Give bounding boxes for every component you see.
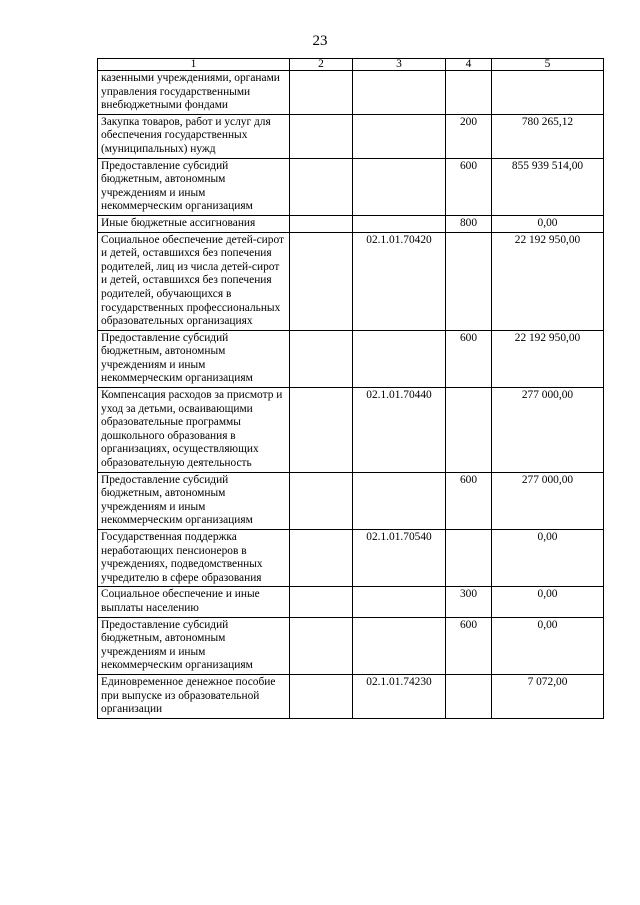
row-col2-cell xyxy=(290,674,353,718)
row-code-cell xyxy=(353,158,446,215)
table-row xyxy=(98,232,604,330)
row-col2-cell xyxy=(290,71,353,115)
row-col2-cell xyxy=(290,530,353,587)
page-number: 23 xyxy=(312,33,328,49)
row-code-cell xyxy=(353,71,446,115)
row-col2-cell xyxy=(290,215,353,232)
row-name-cell: Предоставление субсидий бюджетным, автономным учреждениям и иным некоммерческим организациям xyxy=(98,617,290,674)
table-row xyxy=(98,617,604,674)
row-code-cell xyxy=(353,114,446,158)
table-row xyxy=(98,215,604,232)
row-type-cell: 600 xyxy=(446,472,492,529)
row-type-cell xyxy=(446,232,492,330)
table-row xyxy=(98,674,604,718)
row-col2-cell xyxy=(290,388,353,473)
row-col2-cell xyxy=(290,232,353,330)
row-type-cell xyxy=(446,674,492,718)
row-col2-cell xyxy=(290,587,353,617)
table-row xyxy=(98,71,604,115)
row-amount-cell: 855 939 514,00 xyxy=(492,158,604,215)
row-amount-cell: 277 000,00 xyxy=(492,388,604,473)
row-code-cell xyxy=(353,330,446,387)
row-name-cell: Компенсация расходов за присмотр и уход за детьми, осваивающими образовательные программы дошкольного образования в организациях, осуществляющих образовательную деятельность xyxy=(98,388,290,473)
row-type-cell: 600 xyxy=(446,158,492,215)
row-name-cell: Предоставление субсидий бюджетным, автономным учреждениям и иным некоммерческим организациям xyxy=(98,472,290,529)
column-header: 1 xyxy=(98,59,290,71)
budget-table xyxy=(97,58,604,719)
row-type-cell xyxy=(446,530,492,587)
row-code-cell xyxy=(353,215,446,232)
column-header: 4 xyxy=(446,59,492,71)
row-type-cell: 600 xyxy=(446,617,492,674)
row-type-cell xyxy=(446,388,492,473)
row-amount-cell xyxy=(492,71,604,115)
table-row xyxy=(98,114,604,158)
row-code-cell xyxy=(353,587,446,617)
row-name-cell: Предоставление субсидий бюджетным, автономным учреждениям и иным некоммерческим организациям xyxy=(98,330,290,387)
table-row xyxy=(98,530,604,587)
row-code-cell: 02.1.01.74230 xyxy=(353,674,446,718)
row-type-cell: 600 xyxy=(446,330,492,387)
table-row xyxy=(98,158,604,215)
row-code-cell: 02.1.01.70540 xyxy=(353,530,446,587)
column-header: 3 xyxy=(353,59,446,71)
row-amount-cell: 0,00 xyxy=(492,530,604,587)
table-row xyxy=(98,472,604,529)
row-amount-cell: 0,00 xyxy=(492,617,604,674)
column-header: 5 xyxy=(492,59,604,71)
column-header: 2 xyxy=(290,59,353,71)
row-name-cell: Единовременное денежное пособие при выпуске из образовательной организации xyxy=(98,674,290,718)
row-col2-cell xyxy=(290,330,353,387)
row-type-cell xyxy=(446,71,492,115)
row-amount-cell: 0,00 xyxy=(492,587,604,617)
row-col2-cell xyxy=(290,114,353,158)
row-type-cell: 200 xyxy=(446,114,492,158)
row-amount-cell: 780 265,12 xyxy=(492,114,604,158)
row-name-cell: казенными учреждениями, органами управления государственными внебюджетными фондами xyxy=(98,71,290,115)
table-row xyxy=(98,330,604,387)
row-code-cell: 02.1.01.70420 xyxy=(353,232,446,330)
table-row xyxy=(98,388,604,473)
row-amount-cell: 7 072,00 xyxy=(492,674,604,718)
row-col2-cell xyxy=(290,617,353,674)
row-name-cell: Социальное обеспечение детей-сирот и детей, оставшихся без попечения родителей, лиц из числа детей-сирот и детей, оставшихся без попечения родителей, обучающихся в государственных профессиональных образовательных организациях xyxy=(98,232,290,330)
table-header-row xyxy=(98,59,604,71)
row-type-cell: 300 xyxy=(446,587,492,617)
row-amount-cell: 277 000,00 xyxy=(492,472,604,529)
row-amount-cell: 0,00 xyxy=(492,215,604,232)
row-code-cell xyxy=(353,472,446,529)
row-col2-cell xyxy=(290,158,353,215)
row-name-cell: Иные бюджетные ассигнования xyxy=(98,215,290,232)
row-name-cell: Социальное обеспечение и иные выплаты населению xyxy=(98,587,290,617)
row-name-cell: Предоставление субсидий бюджетным, автономным учреждениям и иным некоммерческим организациям xyxy=(98,158,290,215)
row-name-cell: Закупка товаров, работ и услуг для обеспечения государственных (муниципальных) нужд xyxy=(98,114,290,158)
row-col2-cell xyxy=(290,472,353,529)
row-type-cell: 800 xyxy=(446,215,492,232)
row-code-cell: 02.1.01.70440 xyxy=(353,388,446,473)
row-code-cell xyxy=(353,617,446,674)
row-amount-cell: 22 192 950,00 xyxy=(492,330,604,387)
row-amount-cell: 22 192 950,00 xyxy=(492,232,604,330)
row-name-cell: Государственная поддержка неработающих пенсионеров в учреждениях, подведомственных учредителю в сфере образования xyxy=(98,530,290,587)
table-row xyxy=(98,587,604,617)
